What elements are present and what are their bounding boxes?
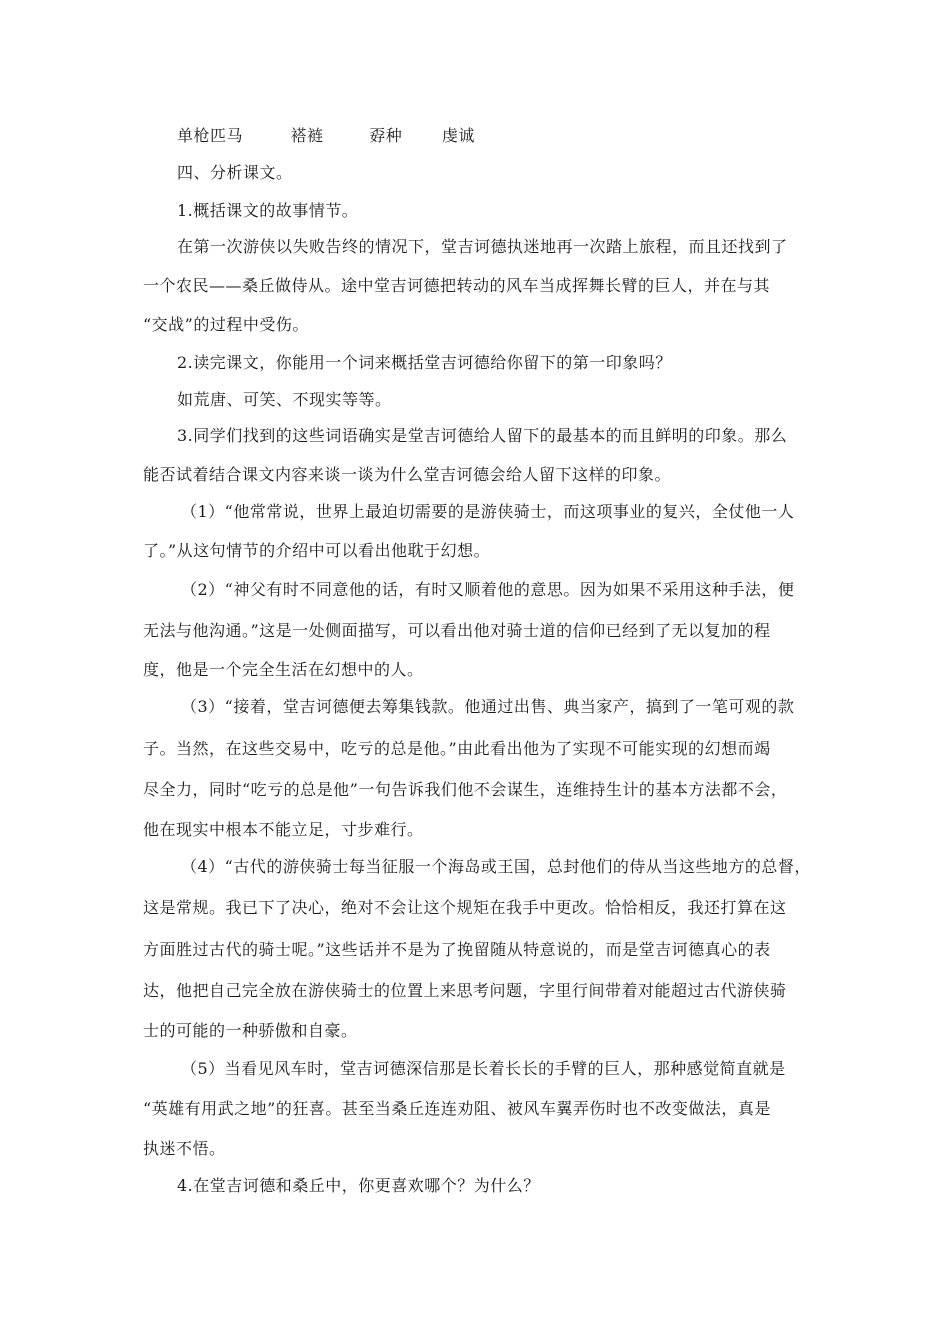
question-4: 4.在堂吉诃德和桑丘中，你更喜欢哪个？为什么？ <box>177 1176 540 1195</box>
paragraph-line: 了。”从这句情节的介绍中可以看出他耽于幻想。 <box>143 541 491 560</box>
paragraph-line: 一个农民——桑丘做侍从。途中堂吉诃德把转动的风车当成挥舞长臂的巨人，并在与其 <box>143 276 771 295</box>
paragraph-line: 达，他把自己完全放在游侠骑士的位置上来思考问题，字里行间带着对能超过古代游侠骑 <box>143 981 787 1000</box>
paragraph-line: 子。当然，在这些交易中，吃亏的总是他。”由此看出他为了实现不可能实现的幻想而竭 <box>143 739 771 758</box>
vocab-word: 单枪匹马 <box>177 126 244 145</box>
paragraph-line: 度，他是一个完全生活在幻想中的人。 <box>143 660 424 679</box>
question-1: 1.概括课文的故事情节。 <box>177 201 359 220</box>
vocabulary-line <box>177 126 475 146</box>
vocab-word: 孬种 <box>369 126 403 145</box>
paragraph-line: 他在现实中根本不能立足，寸步难行。 <box>143 820 424 839</box>
question-3: 3.同学们找到的这些词语确实是堂吉诃德给人留下的最基本的而且鲜明的印象。那么 <box>177 426 788 445</box>
paragraph-line: （2）“神父有时不同意他的话，有时又顺着他的意思。因为如果不采用这种手法，便 <box>181 580 795 599</box>
paragraph-line: 这是常规。我已下了决心，绝对不会让这个规矩在我手中更改。恰恰相反，我还打算在这 <box>143 898 787 917</box>
paragraph-line: 如荒唐、可笑、不现实等等。 <box>177 390 392 409</box>
paragraph-line: 无法与他沟通。”这是一处侧面描写，可以看出他对骑士道的信仰已经到了无以复加的程 <box>143 621 771 640</box>
paragraph-line: （5）当看见风车时，堂吉诃德深信那是长着长长的手臂的巨人，那种感觉简直就是 <box>181 1059 786 1078</box>
paragraph-line: “英雄有用武之地”的狂喜。甚至当桑丘连连劝阻、被风车翼弄伤时也不改变做法，真是 <box>143 1099 771 1118</box>
paragraph-line: 方面胜过古代的骑士呢。”这些话并不是为了挽留随从特意说的，而是堂吉诃德真心的表 <box>143 940 771 959</box>
paragraph-line: （4）“古代的游侠骑士每当征服一个海岛或王国，总封他们的侍从当这些地方的总督， <box>181 857 811 876</box>
question-2: 2.读完课文，你能用一个词来概括堂吉诃德给你留下的第一印象吗？ <box>177 353 672 372</box>
paragraph-line: （1）“他常常说，世界上最迫切需要的是游侠骑士，而这项事业的复兴，全仗他一人 <box>181 502 795 521</box>
paragraph-line: “交战”的过程中受伤。 <box>143 315 309 334</box>
paragraph-line: （3）“接着，堂吉诃德便去筹集钱款。他通过出售、典当家产，搞到了一笔可观的款 <box>181 697 795 716</box>
paragraph-line: 执迷不悟。 <box>143 1139 226 1158</box>
paragraph-line: 尽全力，同时“吃亏的总是他”一句告诉我们他不会谋生，连维持生计的基本方法都不会， <box>143 780 788 799</box>
paragraph-line: 在第一次游侠以失败告终的情况下，堂吉诃德执迷地再一次踏上旅程，而且还找到了 <box>177 237 788 256</box>
section-heading: 四、分析课文。 <box>177 163 293 182</box>
vocab-word: 褡裢 <box>290 126 324 145</box>
paragraph-line: 能否试着结合课文内容来谈一谈为什么堂吉诃德会给人留下这样的印象。 <box>143 465 672 484</box>
paragraph-line: 士的可能的一种骄傲和自豪。 <box>143 1021 358 1040</box>
vocab-word: 虔诚 <box>441 126 475 145</box>
